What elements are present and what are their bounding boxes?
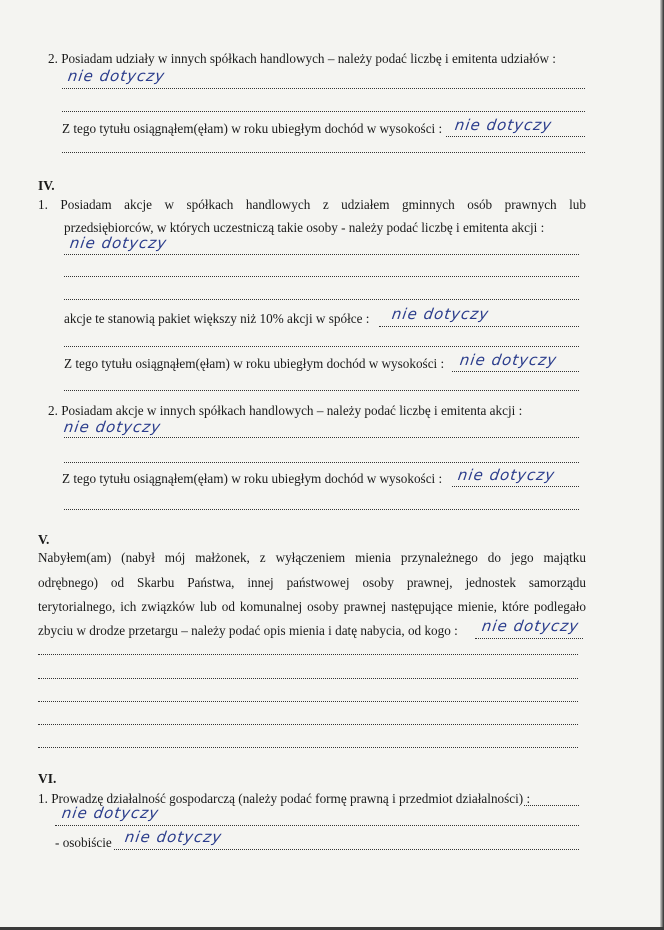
handwritten-answer: nie dotyczy [66, 67, 167, 85]
handwritten-stake-answer: nie dotyczy [390, 305, 491, 323]
answer-line [55, 825, 579, 826]
answer-line [64, 346, 579, 347]
answer-line [38, 701, 578, 702]
section5-line1: Nabyłem(am) (nabył mój małżonek, z wyłączeniem mienia przynależnego do jego majątku [38, 550, 586, 565]
handwritten-income-answer: nie dotyczy [453, 116, 554, 134]
income-label: Z tego tytułu osiągnąłem(ęłam) w roku ubiegłym dochód w wysokości : [62, 121, 443, 136]
income-label: Z tego tytułu osiągnąłem(ęłam) w roku ubiegłym dochód w wysokości : [62, 471, 443, 486]
answer-line [64, 462, 579, 463]
handwritten-income-answer: nie dotyczy [458, 351, 559, 369]
handwritten-income-answer: nie dotyczy [456, 466, 557, 484]
answer-line [38, 654, 578, 655]
section5-line4: zbyciu w drodze przetargu – należy podać opis mienia i datę nabycia, od kogo : [38, 623, 458, 638]
section3-item2-text: 2. Posiadam udziały w innych spółkach handlowych – należy podać liczbę i emitenta udziałów : [48, 51, 556, 66]
answer-line [524, 805, 579, 806]
answer-line [64, 254, 579, 255]
stake-label: akcje te stanowią pakiet większy niż 10% akcji w spółce : [64, 311, 370, 326]
personal-label: - osobiście [55, 835, 112, 850]
income-label: Z tego tytułu osiągnąłem(ęłam) w roku ubiegłym dochód w wysokości : [64, 356, 445, 371]
income-line [452, 486, 579, 487]
answer-line [64, 276, 579, 277]
handwritten-answer: nie dotyczy [480, 617, 581, 635]
section4-item1-line1: 1. Posiadam akcje w spółkach handlowych z udziałem gminnych osób prawnych lub [38, 197, 586, 212]
section4-item1-line2: przedsiębiorców, w których uczestniczą takie osoby - należy podać liczbę i emitenta akcji : [64, 220, 545, 235]
handwritten-personal-answer: nie dotyczy [123, 828, 224, 846]
handwritten-answer: nie dotyczy [62, 418, 163, 436]
section5-line3: terytorialnego, ich związków lub od komunalnej osoby prawnej następujące mienie, które podlegało [38, 599, 586, 614]
section5-heading: V. [38, 532, 50, 547]
answer-line [64, 390, 579, 391]
stake-line [379, 326, 579, 327]
section6-item1-text: 1. Prowadzę działalność gospodarczą (należy podać formę prawną i przedmiot działalności) : [38, 791, 531, 806]
answer-line [114, 849, 579, 850]
handwritten-answer: nie dotyczy [60, 804, 161, 822]
answer-line [38, 678, 578, 679]
answer-line [62, 152, 585, 153]
answer-line [38, 724, 578, 725]
handwritten-answer: nie dotyczy [68, 234, 169, 252]
section5-line2: odrębnego) od Skarbu Państwa, innej państwowej osoby prawnej, jednostek samorządu [38, 575, 586, 590]
section4-heading: IV. [38, 178, 55, 193]
section4-item2-text: 2. Posiadam akcje w innych spółkach handlowych – należy podać liczbę i emitenta akcji : [48, 403, 523, 418]
answer-line [38, 747, 578, 748]
income-line [452, 371, 579, 372]
scan-edge-right [660, 0, 664, 930]
answer-line [64, 437, 579, 438]
answer-line [64, 299, 579, 300]
income-line [446, 136, 585, 137]
answer-line [64, 509, 579, 510]
answer-line [475, 638, 583, 639]
answer-line [62, 111, 585, 112]
section6-heading: VI. [38, 771, 57, 786]
answer-line [62, 88, 585, 89]
